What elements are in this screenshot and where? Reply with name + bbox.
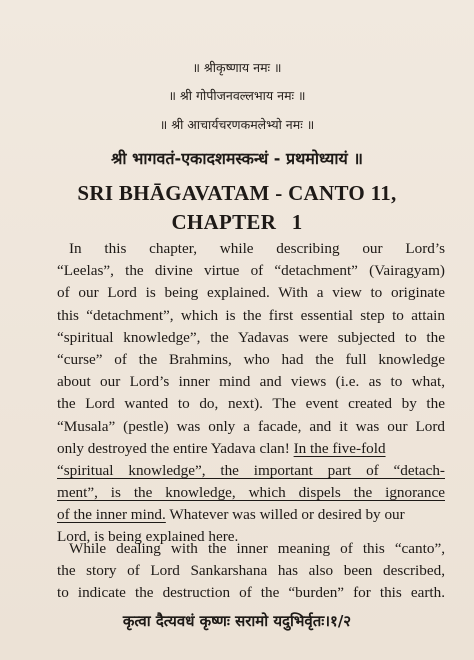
text-line: In this chapter, while describing our Lord’s [69, 240, 445, 257]
text-line [57, 438, 445, 460]
text-line: the story of Lord Sankarshana has also been described, [57, 562, 445, 580]
text-line: “curse” of the Brahmins, who had the full knowledge [57, 350, 445, 368]
underlined-text: ment”, is the knowledge, which dispels the ignorance [57, 484, 445, 502]
invocation-line: ॥ श्री गोपीजनवल्लभाय नमः ॥ [168, 88, 306, 103]
text-line: “Musala” (pestle) was only a facade, and it was our Lord [57, 417, 445, 435]
text-line: “spiritual knowledge”, the Yadavas were subjected to the [57, 328, 445, 346]
sanskrit-chapter-heading: श्री भागवतं-एकादशमस्कन्धं - प्रथमोध्यायं ॥ [111, 149, 363, 168]
text-line: of our Lord is being explained. With a view to originate [57, 284, 445, 302]
text-line: While dealing with the inner meaning of this “canto”, [69, 540, 445, 557]
text-line: about our Lord’s inner mind and views (i.e. as to what, [57, 373, 445, 391]
text-line: the Lord wanted to do, next). The event created by the [57, 395, 445, 413]
underlined-text: In the five-fold [293, 439, 386, 457]
paragraph-canto-meaning [57, 538, 445, 605]
chapter-subtitle: CHAPTER 1 [171, 210, 303, 234]
paragraph-detachment [57, 238, 445, 549]
text-line [57, 504, 445, 526]
text-line: “Leelas”, the divine virtue of “detachment” (Vairagyam) [57, 262, 445, 280]
text-line: Lord, is being explained here. [57, 528, 239, 546]
underlined-text: of the inner mind. [57, 506, 166, 524]
text-line: to indicate the destruction of the “burden” for this earth. [57, 584, 445, 602]
underlined-text: “spiritual knowledge”, the important part of “detach- [57, 461, 445, 479]
text-segment: only destroyed the entire Yadava clan! [57, 439, 290, 457]
text-line: this “detachment”, which is the first essential step to attain [57, 306, 445, 324]
invocation-line: ॥ श्री आचार्यचरणकमलेभ्यो नमः ॥ [159, 117, 315, 132]
closing-sanskrit-verse: कृत्वा दैत्यवधं कृष्णः सरामो यदुभिर्वृतः।१/२ [122, 612, 352, 630]
text-segment: Whatever was willed or desired by our [169, 506, 405, 524]
chapter-title: SRI BHĀGAVATAM - CANTO 11, [77, 181, 397, 205]
invocation-line: ॥ श्रीकृष्णाय नमः ॥ [192, 60, 282, 75]
